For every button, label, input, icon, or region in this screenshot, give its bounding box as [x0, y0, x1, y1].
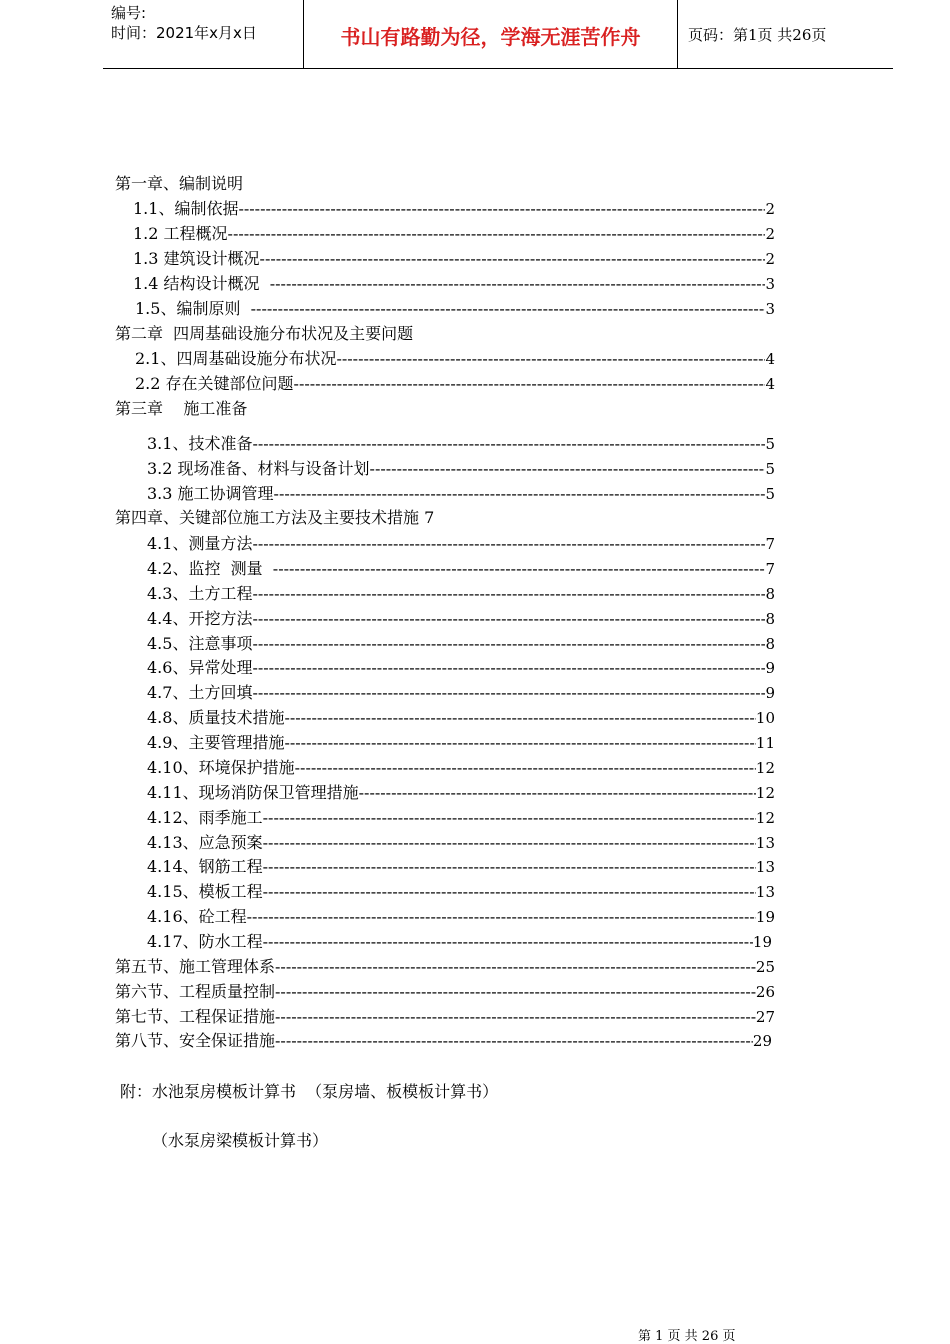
leader-dots [252, 434, 765, 454]
leader-dots [370, 459, 766, 479]
page-footer: 第 1 页 共 26 页 [638, 1329, 736, 1344]
leader-dots [359, 783, 756, 803]
toc-entry-4-13[interactable]: 4.13、应急预案 ----- 13 [147, 833, 775, 853]
toc-entry-4-3[interactable]: 4.3、土方工程 ----- 8 [147, 584, 775, 604]
leader-dots [273, 559, 766, 579]
toc-chapter-1: 第一章、编制说明 [115, 174, 244, 193]
leader-dots [294, 374, 766, 394]
toc-entry-3-2[interactable]: 3.2 现场准备、材料与设备计划 ----- 5 [147, 459, 775, 479]
leader-dots [252, 584, 765, 604]
leader-dots [260, 249, 766, 269]
leader-dots [251, 299, 766, 319]
toc-chapter-3: 第三章 施工准备 [115, 399, 248, 418]
toc-entry-1-3[interactable]: 1.3 建筑设计概况 ----- 2 [133, 249, 775, 269]
toc-entry-1-5[interactable]: 1.5、编制原则 ----- 3 [135, 299, 775, 319]
toc-entry-4-9[interactable]: 4.9、主要管理措施 ----- 11 [147, 733, 775, 753]
leader-dots [247, 907, 756, 927]
leader-dots [336, 349, 765, 369]
toc-section-8[interactable]: 第八节、安全保证措施 ----- 29 [115, 1031, 772, 1051]
header-page-info: 页码：第1页 共26页 [688, 25, 827, 44]
leader-dots [263, 833, 756, 853]
toc-entry-3-3[interactable]: 3.3 施工协调管理 ----- 5 [147, 484, 775, 504]
leader-dots [252, 683, 765, 703]
toc-section-5[interactable]: 第五节、施工管理体系 ----- 25 [115, 957, 775, 977]
toc-entry-1-2[interactable]: 1.2 工程概况 ----- 2 [133, 224, 775, 244]
toc-entry-2-1[interactable]: 2.1、四周基础设施分布状况 ----- 4 [135, 349, 775, 369]
toc-entry-2-2[interactable]: 2.2 存在关键部位问题 ----- 4 [135, 374, 775, 394]
toc-chapter-4: 第四章、关键部位施工方法及主要技术措施 7 [115, 508, 435, 527]
leader-dots [252, 534, 765, 554]
leader-dots [275, 982, 756, 1002]
toc-entry-4-6[interactable]: 4.6、异常处理 ----- 9 [147, 658, 775, 678]
toc-entry-4-7[interactable]: 4.7、土方回填 ----- 9 [147, 683, 775, 703]
toc-entry-4-10[interactable]: 4.10、环境保护措施 ----- 12 [147, 758, 775, 778]
toc-chapter-2: 第二章 四周基础设施分布状况及主要问题 [115, 324, 414, 343]
toc-entry-4-17[interactable]: 4.17、防水工程 ----- 19 [147, 932, 772, 952]
toc-entry-4-4[interactable]: 4.4、开挖方法 ----- 8 [147, 609, 775, 629]
leader-dots [275, 1007, 756, 1027]
toc-entry-4-5[interactable]: 4.5、注意事项 ----- 8 [147, 634, 775, 654]
toc-entry-1-4[interactable]: 1.4 结构设计概况 ----- 3 [133, 274, 775, 294]
toc-entry-4-8[interactable]: 4.8、质量技术措施 ----- 10 [147, 708, 775, 728]
leader-dots [263, 857, 756, 877]
leader-dots [295, 758, 756, 778]
leader-dots [284, 733, 755, 753]
leader-dots [252, 609, 765, 629]
page-header [103, 0, 893, 69]
appendix-line-2: （水泵房梁模板计算书） [152, 1131, 329, 1150]
leader-dots [252, 658, 765, 678]
header-motto: 书山有路勤为径，学海无涯苦作舟 [304, 0, 678, 68]
header-meta [103, 0, 304, 68]
toc-entry-4-14[interactable]: 4.14、钢筋工程 ----- 13 [147, 857, 775, 877]
leader-dots [275, 957, 756, 977]
leader-dots [238, 199, 765, 219]
appendix-line-1: 附：水池泵房模板计算书 （泵房墙、板模板计算书） [120, 1082, 499, 1101]
toc-section-6[interactable]: 第六节、工程质量控制 ----- 26 [115, 982, 775, 1002]
toc-entry-4-15[interactable]: 4.15、模板工程 ----- 13 [147, 882, 775, 902]
leader-dots [252, 634, 765, 654]
document-date: 时间：2021年x月x日 [111, 24, 257, 42]
leader-dots [263, 932, 753, 952]
leader-dots [274, 484, 766, 504]
toc-section-7[interactable]: 第七节、工程保证措施 ----- 27 [115, 1007, 775, 1027]
leader-dots [270, 274, 766, 294]
leader-dots [275, 1031, 753, 1051]
toc-entry-1-1[interactable]: 1.1、编制依据 ----- 2 [133, 199, 775, 219]
toc-entry-4-1[interactable]: 4.1、测量方法 ----- 7 [147, 534, 775, 554]
toc-entry-4-2[interactable]: 4.2、监控 测量 ----- 7 [147, 559, 775, 579]
leader-dots [284, 708, 755, 728]
document-number-label: 编号: [111, 4, 147, 22]
toc-entry-4-12[interactable]: 4.12、雨季施工 ----- 12 [147, 808, 775, 828]
leader-dots [263, 808, 756, 828]
toc-entry-3-1[interactable]: 3.1、技术准备 ----- 5 [147, 434, 775, 454]
toc-entry-4-16[interactable]: 4.16、砼工程 ----- 19 [147, 907, 775, 927]
toc-entry-4-11[interactable]: 4.11、现场消防保卫管理措施 ----- 12 [147, 783, 775, 803]
leader-dots [263, 882, 756, 902]
leader-dots [228, 224, 766, 244]
